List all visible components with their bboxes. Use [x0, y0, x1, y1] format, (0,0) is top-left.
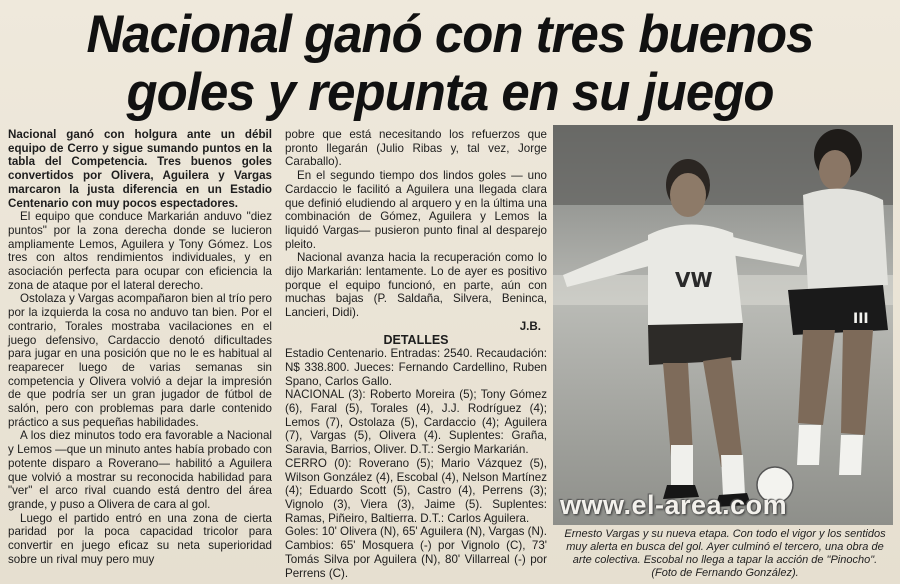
- headline-line-1: Nacional ganó con tres buenos: [86, 5, 814, 64]
- lead-paragraph: Nacional ganó con holgura ante un débil equipo de Cerro y sigue sumando puntos en la tabla del Competencia. Tres buenos goles convertidos por Olivera, Aguilera y Vargas marcaron la justa diferencia en un Estadio Centenario con muy pocos espectadores.: [8, 128, 272, 210]
- photo-caption: Ernesto Vargas y su nueva etapa. Con todo el vigor y los sentidos muy alerta en busca del gol. Ayer culminó el tercero, una obra de arte colectiva. Escobal no llega a tapar la acción de "Pinocho". (Foto de Fernando González).: [564, 528, 886, 579]
- author-signature: J.B.: [519, 319, 541, 333]
- article-column-2: [285, 128, 547, 580]
- details-stadium: Estadio Centenario. Entradas: 2540. Recaudación: N$ 338.800. Jueces: Fernando Cardellino, Ruben Spano, Carlos Gallo.: [285, 347, 547, 388]
- paragraph: En el segundo tiempo dos lindos goles — uno Cardaccio le facilitó a Aguilera una llegada clara que definió eludiendo al arquero y en la última una combinación de Gómez, Aguilera y Lemos la liquidó Vargas— pusieron punto final al desparejo pleito.: [285, 169, 547, 251]
- details-substitutions: Cambios: 65' Mosquera (-) por Vignolo (C), 73' Tomás Silva por Aguilera (N), 80' Villarreal (-) por Perrens (C).: [285, 539, 547, 580]
- headline-line-2: goles y repunta en su juego: [126, 63, 774, 122]
- paragraph: El equipo que conduce Markarián anduvo "diez puntos" por la zona derecha donde se lucieron ampliamente Lemos, Aguilera y Tony Gómez. Los tres con altos rendimientos individuales, y en asociación perfecta para ocupar con eficiencia la zona de ataque por el lateral derecho.: [8, 210, 272, 292]
- paragraph: pobre que está necesitando los refuerzos que pronto llegarán (Julio Ribas y, tal vez, Jorge Caraballo).: [285, 128, 547, 169]
- paragraph: Nacional avanza hacia la recuperación como lo dijo Markarián: lentamente. Lo de ayer es positivo porque el equipo funcionó, en parte, aún con muchas bajas (P. Saldaña, Silvera, Beninca, Lancieri, Didi).: [285, 251, 547, 320]
- match-photo: [553, 125, 893, 525]
- details-heading: DETALLES: [383, 332, 449, 347]
- details-cerro-lineup: CERRO (0): Roverano (5); Mario Vázquez (5), Wilson González (4), Escobal (4), Nelson Martínez (4); Eduardo Scott (5), Castro (4), Perrens (3); Vignolo (3), Viera (3), Jaime (5). Suplentes: Ramas, Piñeiro, Baltierra. D.T.: Carlos Aguilera.: [285, 456, 547, 525]
- paragraph: Luego el partido entró en una zona de cierta paridad por la poca capacidad tricolor para convertir en juego eficaz su neta superioridad sobre un rival muy pero muy: [8, 511, 272, 566]
- paragraph: A los diez minutos todo era favorable a Nacional y Lemos —que un minuto antes había probado con potente disparo a Roverano— habilitó a Aguilera que volvió a mostrar su reconocida habilidad para "ver" el arco rival cuando está dentro del área grande, y puso a Olivera de cara al gol.: [8, 429, 272, 511]
- watermark: www.el-area.com: [560, 490, 788, 520]
- details-goals: Goles: 10' Olivera (N), 65' Aguilera (N), Vargas (N).: [285, 525, 547, 539]
- details-nacional-lineup: NACIONAL (3): Roberto Moreira (5); Tony Gómez (6), Faral (5), Torales (4), J.J. Rodríguez (4); Lemos (7), Ostolaza (5), Cardaccio (4); Aguilera (7), Vargas (5), Olivera (4). Suplentes: Graña, Saravia, Barrios, Oliver. D.T.: Sergio Markarián.: [285, 388, 547, 457]
- shorts-number: III: [853, 311, 869, 327]
- shirt-logo: VW: [675, 268, 713, 292]
- headline: [18, 6, 882, 122]
- match-photo-illustration: [553, 125, 893, 525]
- paragraph: Ostolaza y Vargas acompañaron bien al trío pero por la izquierda la cosa no anduvo tan bien. Por el contrario, Torales mostraba vacilaciones en el juego defensivo, Cardaccio denotó dificultades para jugar en una posición que no le es habitual al reaparecer luego de varias semanas sin competencia y Olivera volvió a dejar la impresión de que podría ser un gran jugador de fútbol de salón, pero con problemas para darle contenido práctico a sus pequeñas habilidades.: [8, 292, 272, 429]
- article-column-1: [8, 128, 272, 567]
